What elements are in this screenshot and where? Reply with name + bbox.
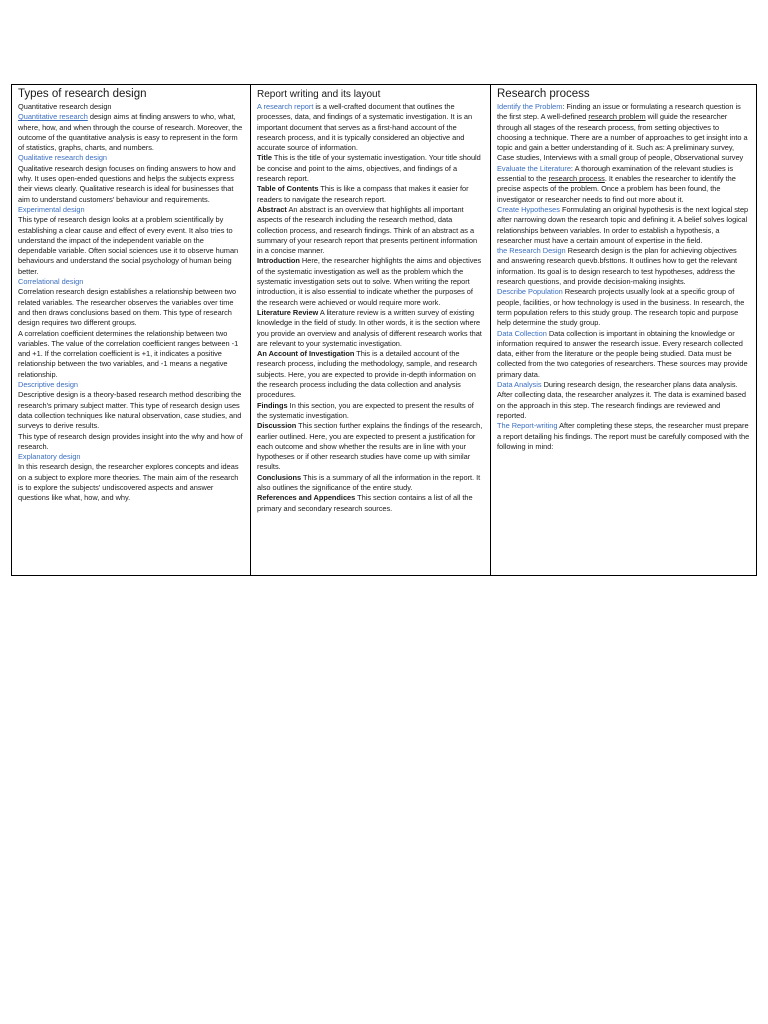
text-run: Correlational design	[18, 277, 84, 287]
text-run: During research design, the researcher plans data analysis. After collecting data, the researcher analyzes it. The data is examined based on the approach in this step. The research findings are reviewed and reported.	[497, 380, 746, 420]
paragraph	[18, 287, 244, 328]
paragraph	[257, 153, 484, 184]
text-run: Data Analysis	[497, 380, 542, 390]
bold-term: Conclusions	[257, 472, 302, 482]
link-text[interactable]: Quantitative research	[18, 112, 88, 122]
text-run: Evaluate the Literature	[497, 163, 571, 173]
text-run: Data collection is important in obtaining the knowledge or information required to answer the research issue. Every research collected data, either from the literature or the people being studied. Data must be collected from the two categories of researchers. These sources may provide primary data.	[497, 328, 748, 379]
paragraph	[18, 432, 244, 453]
paragraph	[18, 215, 244, 277]
paragraph	[497, 164, 750, 205]
bold-term: Introduction	[257, 256, 300, 266]
text-run: Data Collection	[497, 328, 547, 338]
paragraph	[18, 277, 244, 287]
text-run: In this section, you are expected to present the results of the systematic investigation.	[257, 400, 474, 420]
text-run: This is a summary of all the information in the report. It also outlines the significance of the entire study.	[257, 472, 481, 492]
text-run: the Research Design	[497, 246, 566, 256]
paragraph	[18, 380, 244, 390]
text-run: : A thorough examination of the relevant studies is essential to the	[497, 163, 733, 184]
text-run: Descriptive design is a theory-based research method describing the research's primary subject matter. This type of research design uses data collection techniques like natural observation, case studies, and surveys to derive results.	[18, 390, 242, 431]
column-types-of-research-design	[12, 85, 250, 575]
column-body	[18, 102, 244, 504]
bold-term: An Account of Investigation	[257, 349, 355, 359]
text-run: Research design is the plan for achieving objectives and answering research quevb.bfsttons. It outlines how to get the relevant information. Its goal is to design research to test hypotheses, address the research questions, and provide decision-making insights.	[497, 246, 738, 287]
paragraph	[18, 462, 244, 503]
bold-term: Literature Review	[257, 307, 319, 317]
bold-term: References and Appendices	[257, 493, 356, 503]
text-run: A literature review is a written survey of existing knowledge in the field of study. In other words, it is the section where you provide an overview and analysis of different research works that are relevant to your systematic investigation.	[257, 307, 482, 348]
paragraph	[18, 153, 244, 163]
paragraph	[257, 493, 484, 514]
text-run: will guide the researcher through all stages of the research process, from setting objectives to choosing a technique. There are a number of approaches to get insight into a topic and gain a better understanding of it. Such as: A preliminary survey, Case studies, Interviews with a small group of people, Observational survey	[497, 112, 748, 163]
paragraph	[18, 452, 244, 462]
paragraph	[257, 205, 484, 256]
text-run: Qualitative research design focuses on finding answers to how and why. It uses open-ended questions and helps the subjects express their views clearly. Qualitative research is ideal for businesses that aim to understand customers' behaviour and requirements.	[18, 163, 236, 204]
paragraph	[497, 205, 750, 246]
link-text[interactable]: research problem	[588, 112, 646, 122]
bold-term: Findings	[257, 400, 288, 410]
text-run: Research projects usually look at a specific group of people, facilities, or how technology is used in the business. In research, the term population refers to this study group. The research topic and purpose help determine the study group.	[497, 287, 745, 328]
paragraph	[18, 329, 244, 380]
column-heading: Research process	[497, 88, 590, 100]
text-run: This is like a compass that makes it easier for readers to navigate the research report.	[257, 184, 469, 204]
text-run: This section contains a list of all the primary and secondary research sources.	[257, 493, 473, 513]
text-run: Create Hypotheses	[497, 204, 560, 214]
text-run: After completing these steps, the researcher must prepare a report detailing his findings. The report must be carefully composed with the following in mind:	[497, 421, 750, 451]
text-run: The Report-writing	[497, 421, 558, 431]
paragraph	[497, 287, 750, 328]
text-run: Here, the researcher highlights the aims and objectives of the systematic investigation as well as the problem which the systematic investigation sets out to solve. When writing the report introduction, it is also essential to indicate whether the purposes of the research were achieved or would require more work.	[257, 256, 482, 307]
paragraph	[257, 256, 484, 307]
paragraph	[18, 164, 244, 205]
text-run: This is a detailed account of the research process, including the methodology, sample, and research subjects. Here, you are expected to provide in-depth information on the research process including the data collection and analysis procedures.	[257, 349, 477, 400]
column-body	[257, 102, 484, 514]
bold-term: Title	[257, 153, 272, 163]
column-report-writing	[250, 85, 490, 575]
bold-term: Discussion	[257, 421, 297, 431]
paragraph	[257, 349, 484, 400]
text-run: Formulating an original hypothesis is the next logical step after narrowing down the research topic and defining it. A belief solves logical relationships between variables. In order to establish a hypothesis, a researcher must have a certain amount of expertise in the field.	[497, 204, 749, 245]
text-run: A correlation coefficient determines the relationship between two variables. The value of the correlation coefficient ranges between -1 and +1. If the correlation coefficient is +1, it indicates a positive relationship between the two variables, and -1 means a negative relationship.	[18, 328, 239, 379]
text-run: Explanatory design	[18, 452, 81, 462]
text-run: design aims at finding answers to who, what, where, how, and when through the course of research. Moreover, the outcome of the quantitative analysis is easy to represent in the form of statistics, graphs, charts, and numbers.	[18, 112, 243, 153]
text-run: Correlation research design establishes a relationship between two related variables. The researcher observes the variables over time and then draws conclusions based on them. This type of research design requires two different groups.	[18, 287, 237, 328]
paragraph	[18, 102, 244, 112]
paragraph	[18, 205, 244, 215]
paragraph	[257, 184, 484, 205]
paragraph	[497, 329, 750, 380]
paragraph	[497, 102, 750, 164]
text-run: This type of research design provides insight into the why and how of research.	[18, 431, 243, 451]
text-run: Qualitative research design	[18, 153, 108, 163]
text-run: is a well-crafted document that outlines the processes, data, and findings of a systematic investigation. It is an important document that serves as a first-hand account of the research process, and it is typically considered an objective and accurate source of information.	[257, 102, 473, 153]
bold-term: Abstract	[257, 204, 287, 214]
paragraph	[497, 421, 750, 452]
column-heading: Report writing and its layout	[257, 89, 381, 100]
paragraph	[257, 401, 484, 422]
text-run: Describe Population	[497, 287, 563, 297]
link-text[interactable]: research process	[548, 174, 605, 184]
text-run: This is the title of your systematic investigation. Your title should be concise and point to the aims, objectives, and findings of a research report.	[257, 153, 481, 184]
paragraph	[257, 473, 484, 494]
paragraph	[257, 421, 484, 472]
paragraph	[257, 102, 484, 153]
column-body	[497, 102, 750, 452]
text-run: A research report	[257, 102, 314, 111]
text-run: An abstract is an overview that highlights all important aspects of the research including the research method, data collection process, and research findings. Think of an abstract as a summary of your research report that presents pertinent information in a concise manner.	[257, 204, 478, 256]
text-run: . It enables the researcher to identify the precise aspects of the problem. Once a problem has been found, the investigator or researcher needs to find out more about it.	[497, 174, 736, 204]
text-run: : Finding an issue or formulating a research question is the first step. A well-defined	[497, 102, 741, 122]
paragraph	[18, 112, 244, 153]
column-research-process	[490, 85, 756, 575]
bold-term: Table of Contents	[257, 184, 319, 194]
text-run: In this research design, the researcher explores concepts and ideas on a subject to explore more theories. The main aim of the research is to explore the subjects' undiscovered aspects and answer questions like what, how, and why.	[18, 462, 239, 503]
text-run: Descriptive design	[18, 380, 79, 390]
column-heading: Types of research design	[18, 88, 147, 100]
paragraph	[18, 390, 244, 431]
paragraph	[257, 308, 484, 349]
text-run: This section further explains the findings of the research, earlier outlined. Here, you are expected to present a justification for each outcome and show whether the results are in line with your hypotheses or if other research studies have come up with similar results.	[257, 421, 483, 472]
text-run: Quantitative research design	[18, 102, 112, 111]
text-run: Experimental design	[18, 204, 85, 214]
paragraph	[497, 380, 750, 421]
text-run: This type of research design looks at a problem scientifically by establishing a clear cause and effect of every event. It also tries to understand the impact of the independent variable on the dependable variable. Often social sciences use it to observe human behaviours and understand the social psychology of human being better.	[18, 215, 239, 276]
paragraph	[497, 246, 750, 287]
content-table	[11, 84, 757, 576]
text-run: Identify the Problem	[497, 102, 563, 111]
